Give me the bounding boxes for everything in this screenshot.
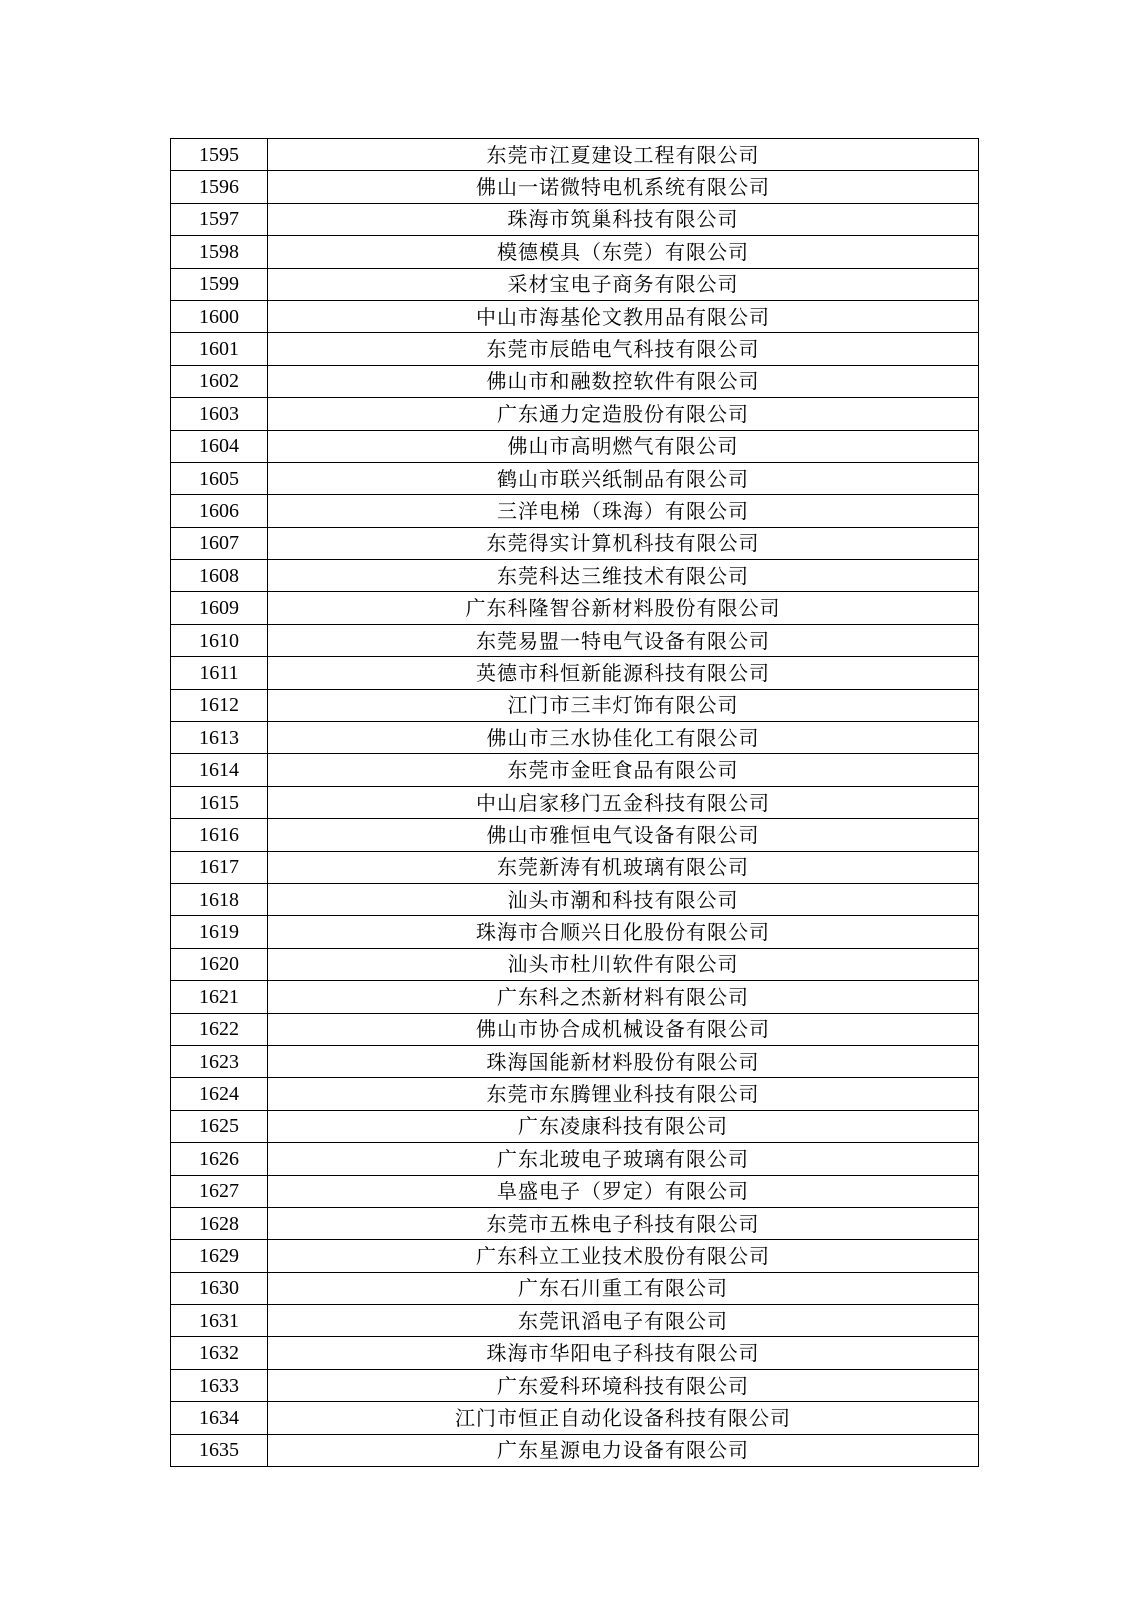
row-number-cell: 1616: [171, 819, 268, 851]
row-number-cell: 1614: [171, 754, 268, 786]
table-row: [171, 236, 979, 268]
table-row: [171, 300, 979, 332]
table-row: [171, 883, 979, 915]
company-name-cell: 东莞市五株电子科技有限公司: [268, 1207, 979, 1239]
table-row: [171, 689, 979, 721]
row-number-cell: 1630: [171, 1272, 268, 1304]
row-number-cell: 1634: [171, 1402, 268, 1434]
company-name-cell: 广东科立工业技术股份有限公司: [268, 1240, 979, 1272]
row-number-cell: 1607: [171, 527, 268, 559]
row-number-cell: 1611: [171, 657, 268, 689]
table-row: [171, 1272, 979, 1304]
row-number-cell: 1596: [171, 171, 268, 203]
company-name-cell: 东莞市江夏建设工程有限公司: [268, 139, 979, 171]
company-name-cell: 阜盛电子（罗定）有限公司: [268, 1175, 979, 1207]
company-list-table: [170, 138, 979, 1467]
row-number-cell: 1626: [171, 1143, 268, 1175]
row-number-cell: 1631: [171, 1305, 268, 1337]
row-number-cell: 1598: [171, 236, 268, 268]
company-name-cell: 汕头市杜川软件有限公司: [268, 948, 979, 980]
table-row: [171, 657, 979, 689]
company-name-cell: 广东石川重工有限公司: [268, 1272, 979, 1304]
row-number-cell: 1597: [171, 203, 268, 235]
row-number-cell: 1599: [171, 268, 268, 300]
table-row: [171, 171, 979, 203]
table-row: [171, 1402, 979, 1434]
table-body: [171, 139, 979, 1467]
row-number-cell: 1625: [171, 1110, 268, 1142]
table-row: [171, 1110, 979, 1142]
row-number-cell: 1612: [171, 689, 268, 721]
table-row: [171, 819, 979, 851]
company-name-cell: 佛山市高明燃气有限公司: [268, 430, 979, 462]
company-name-cell: 汕头市潮和科技有限公司: [268, 883, 979, 915]
row-number-cell: 1613: [171, 722, 268, 754]
company-name-cell: 中山市海基伦文教用品有限公司: [268, 300, 979, 332]
row-number-cell: 1618: [171, 883, 268, 915]
table-row: [171, 203, 979, 235]
table-row: [171, 1207, 979, 1239]
table-row: [171, 462, 979, 494]
row-number-cell: 1595: [171, 139, 268, 171]
company-name-cell: 东莞科达三维技术有限公司: [268, 560, 979, 592]
company-name-cell: 广东爱科环境科技有限公司: [268, 1369, 979, 1401]
table-row: [171, 527, 979, 559]
company-name-cell: 珠海市合顺兴日化股份有限公司: [268, 916, 979, 948]
company-name-cell: 广东星源电力设备有限公司: [268, 1434, 979, 1466]
company-name-cell: 佛山市和融数控软件有限公司: [268, 365, 979, 397]
company-name-cell: 江门市恒正自动化设备科技有限公司: [268, 1402, 979, 1434]
row-number-cell: 1617: [171, 851, 268, 883]
table-row: [171, 1240, 979, 1272]
table-row: [171, 722, 979, 754]
table-row: [171, 365, 979, 397]
company-name-cell: 江门市三丰灯饰有限公司: [268, 689, 979, 721]
table-row: [171, 1078, 979, 1110]
table-row: [171, 948, 979, 980]
row-number-cell: 1602: [171, 365, 268, 397]
company-name-cell: 佛山市协合成机械设备有限公司: [268, 1013, 979, 1045]
company-name-cell: 佛山市三水协佳化工有限公司: [268, 722, 979, 754]
company-name-cell: 东莞市金旺食品有限公司: [268, 754, 979, 786]
table-row: [171, 430, 979, 462]
row-number-cell: 1610: [171, 624, 268, 656]
company-name-cell: 广东凌康科技有限公司: [268, 1110, 979, 1142]
row-number-cell: 1635: [171, 1434, 268, 1466]
company-name-cell: 中山启家移门五金科技有限公司: [268, 786, 979, 818]
table-row: [171, 754, 979, 786]
company-name-cell: 东莞易盟一特电气设备有限公司: [268, 624, 979, 656]
company-name-cell: 珠海国能新材料股份有限公司: [268, 1045, 979, 1077]
table-row: [171, 1013, 979, 1045]
company-name-cell: 英德市科恒新能源科技有限公司: [268, 657, 979, 689]
company-name-cell: 广东通力定造股份有限公司: [268, 398, 979, 430]
row-number-cell: 1609: [171, 592, 268, 624]
row-number-cell: 1621: [171, 981, 268, 1013]
table-row: [171, 139, 979, 171]
row-number-cell: 1620: [171, 948, 268, 980]
row-number-cell: 1629: [171, 1240, 268, 1272]
table-row: [171, 981, 979, 1013]
company-name-cell: 广东科隆智谷新材料股份有限公司: [268, 592, 979, 624]
row-number-cell: 1633: [171, 1369, 268, 1401]
company-name-cell: 东莞市辰皓电气科技有限公司: [268, 333, 979, 365]
table-row: [171, 624, 979, 656]
company-name-cell: 珠海市筑巢科技有限公司: [268, 203, 979, 235]
row-number-cell: 1615: [171, 786, 268, 818]
company-name-cell: 东莞讯滔电子有限公司: [268, 1305, 979, 1337]
table-row: [171, 495, 979, 527]
company-name-cell: 模德模具（东莞）有限公司: [268, 236, 979, 268]
company-name-cell: 佛山市雅恒电气设备有限公司: [268, 819, 979, 851]
row-number-cell: 1601: [171, 333, 268, 365]
table-row: [171, 560, 979, 592]
table-row: [171, 1175, 979, 1207]
table-row: [171, 592, 979, 624]
table-row: [171, 1305, 979, 1337]
row-number-cell: 1603: [171, 398, 268, 430]
row-number-cell: 1619: [171, 916, 268, 948]
company-name-cell: 广东科之杰新材料有限公司: [268, 981, 979, 1013]
row-number-cell: 1624: [171, 1078, 268, 1110]
table-row: [171, 786, 979, 818]
row-number-cell: 1622: [171, 1013, 268, 1045]
row-number-cell: 1632: [171, 1337, 268, 1369]
table-row: [171, 1045, 979, 1077]
company-name-cell: 东莞新涛有机玻璃有限公司: [268, 851, 979, 883]
table-row: [171, 268, 979, 300]
row-number-cell: 1604: [171, 430, 268, 462]
table-row: [171, 398, 979, 430]
company-name-cell: 鹤山市联兴纸制品有限公司: [268, 462, 979, 494]
company-name-cell: 采材宝电子商务有限公司: [268, 268, 979, 300]
row-number-cell: 1605: [171, 462, 268, 494]
company-name-cell: 广东北玻电子玻璃有限公司: [268, 1143, 979, 1175]
table-row: [171, 1434, 979, 1466]
company-name-cell: 三洋电梯（珠海）有限公司: [268, 495, 979, 527]
row-number-cell: 1628: [171, 1207, 268, 1239]
company-name-cell: 东莞得实计算机科技有限公司: [268, 527, 979, 559]
table-row: [171, 1337, 979, 1369]
row-number-cell: 1608: [171, 560, 268, 592]
company-name-cell: 珠海市华阳电子科技有限公司: [268, 1337, 979, 1369]
company-name-cell: 东莞市东腾锂业科技有限公司: [268, 1078, 979, 1110]
row-number-cell: 1623: [171, 1045, 268, 1077]
company-name-cell: 佛山一诺微特电机系统有限公司: [268, 171, 979, 203]
table-row: [171, 333, 979, 365]
table-row: [171, 851, 979, 883]
table-row: [171, 916, 979, 948]
table-row: [171, 1369, 979, 1401]
row-number-cell: 1600: [171, 300, 268, 332]
table-row: [171, 1143, 979, 1175]
row-number-cell: 1606: [171, 495, 268, 527]
row-number-cell: 1627: [171, 1175, 268, 1207]
